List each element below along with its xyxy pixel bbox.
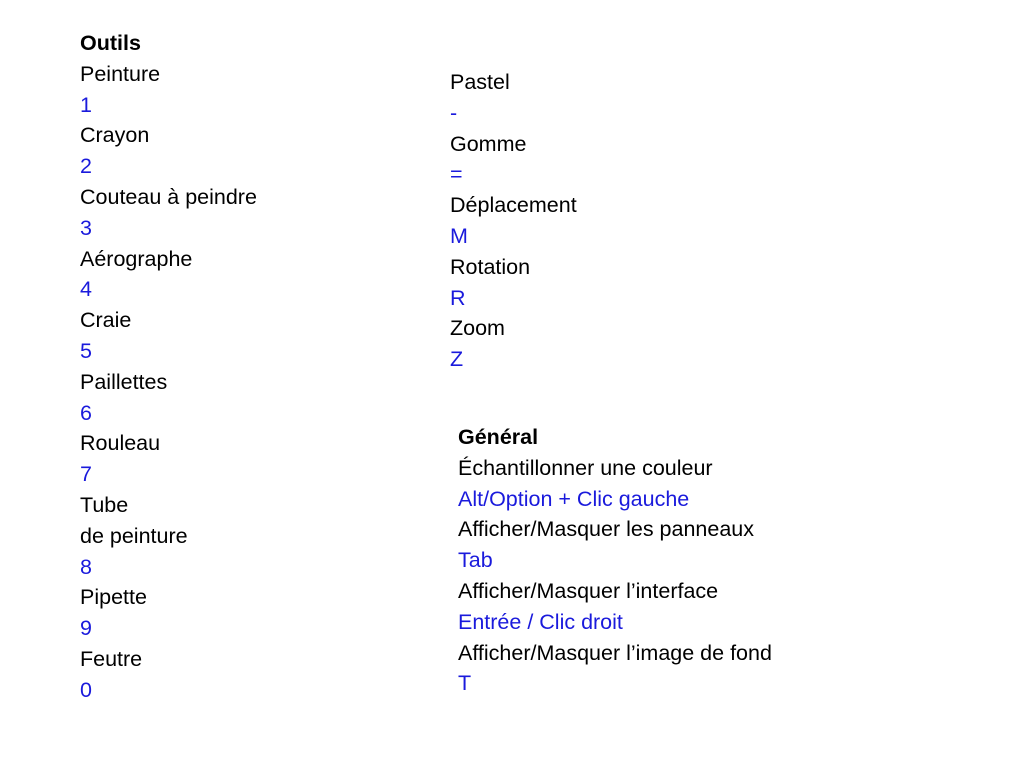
tool-label-deplacement: Déplacement [450,193,577,218]
tool-shortcut-craie: 5 [80,338,92,363]
general-shortcut-toggle-interface: Entrée / Clic droit [458,609,623,634]
tool-label-tube: Tube [80,492,129,517]
tool-shortcut-paillettes: 6 [80,400,92,425]
tool-shortcut-rotation: R [450,285,466,310]
general-heading: Général [458,425,539,449]
tool-shortcut-aerographe: 4 [80,277,92,302]
general-label-toggle-interface: Afficher/Masquer l’interface [458,578,719,603]
tool-label-craie: Craie [80,308,132,333]
tool-label-peinture: Peinture [80,61,161,86]
general-label-sample-color: Échantillonner une couleur [458,455,713,480]
general-label-toggle-panels: Afficher/Masquer les panneaux [458,517,755,542]
tool-shortcut-couteau: 3 [80,215,92,240]
tool-label-gomme: Gomme [450,131,527,156]
tool-shortcut-pastel: - [450,100,458,125]
general-shortcut-toggle-background: T [458,671,472,696]
tool-label-rouleau: Rouleau [80,431,161,456]
tool-label-rotation: Rotation [450,254,531,279]
tool-label-zoom: Zoom [450,316,505,341]
tool-label-pipette: Pipette [80,585,147,610]
general-shortcut-sample-color: Alt/Option + Clic gauche [458,486,690,511]
tool-label-aerographe: Aérographe [80,246,193,271]
tool-label-crayon: Crayon [80,123,150,148]
tool-label-paillettes: Paillettes [80,369,168,394]
tool-label-couteau: Couteau à peindre [80,184,257,209]
tool-shortcut-crayon: 2 [80,154,92,179]
tool-label-feutre: Feutre [80,646,143,671]
tool-shortcut-deplacement: M [450,223,468,248]
tool-shortcut-pipette: 9 [80,616,92,641]
tool-shortcut-peinture: 1 [80,92,92,117]
general-label-toggle-background: Afficher/Masquer l’image de fond [458,640,772,665]
tools-heading: Outils [80,31,141,55]
tool-shortcut-rouleau: 7 [80,462,92,487]
general-shortcut-toggle-panels: Tab [458,548,493,573]
tool-label-tube-line2: de peinture [80,523,188,548]
tool-shortcut-tube: 8 [80,554,92,579]
tool-shortcut-feutre: 0 [80,677,92,702]
tool-label-pastel: Pastel [450,70,510,94]
tool-shortcut-gomme: = [450,162,463,187]
tool-shortcut-zoom: Z [450,347,464,372]
tools-column-left [80,28,257,706]
general-column [458,422,772,699]
tools-column-right [450,67,577,375]
